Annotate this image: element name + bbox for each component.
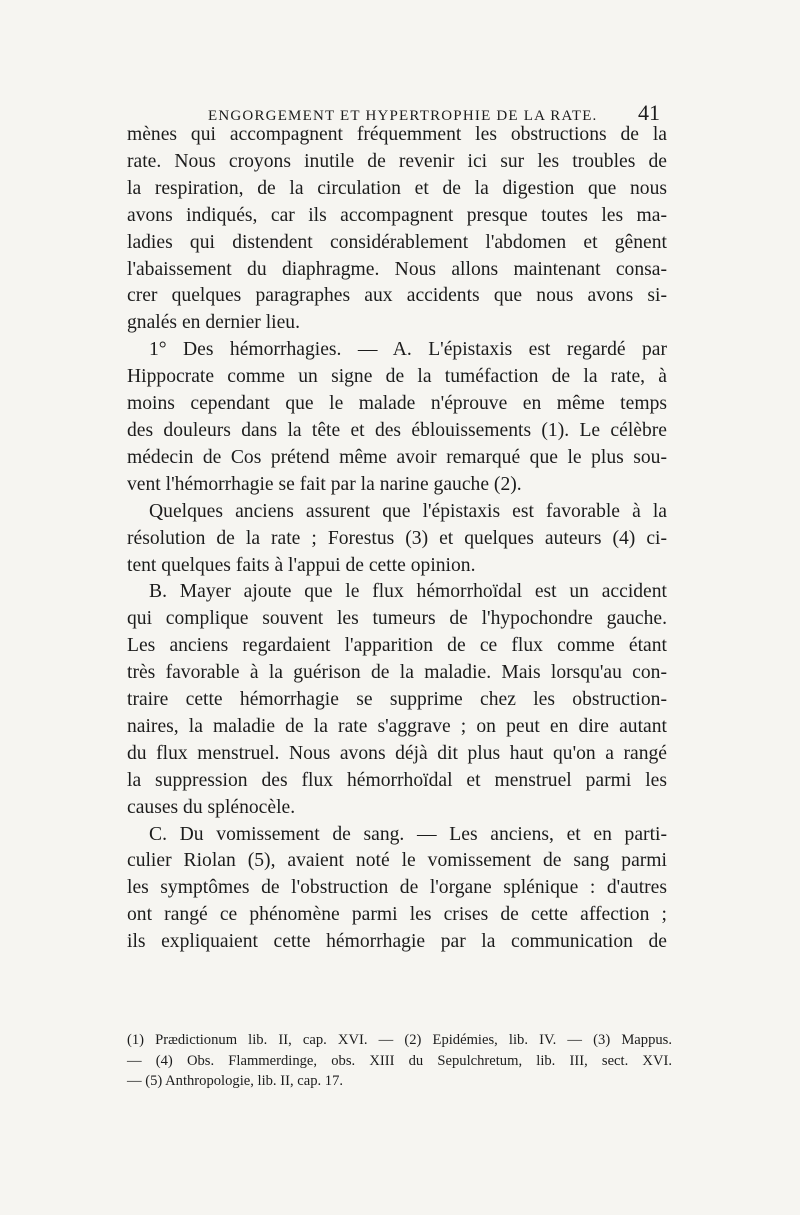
body-line: traire cette hémorrhagie se supprime chez les obstruction-	[127, 689, 667, 711]
body-line: résolution de la rate ; Forestus (3) et quelques auteurs (4) ci-	[127, 527, 667, 549]
body-line: ladies qui distendent considérablement l'abdomen et gênent	[127, 231, 667, 253]
body-line: culier Riolan (5), avaient noté le vomissement de sang parmi	[127, 850, 667, 872]
section-heading-line: C. Du vomissement de sang. — Les anciens, et en parti-	[149, 823, 667, 845]
body-line: moins cependant que le malade n'éprouve en même temps	[127, 393, 667, 415]
section-heading-line: 1° Des hémorrhagies. — A. L'épistaxis est regardé par	[149, 339, 667, 361]
body-line: qui complique souvent les tumeurs de l'hypochondre gauche.	[127, 608, 667, 630]
body-line: rate. Nous croyons inutile de revenir ici sur les troubles de	[127, 150, 667, 172]
footnotes	[127, 1030, 672, 1092]
body-line: causes du splénocèle.	[127, 796, 296, 818]
page-number: 41	[638, 100, 660, 125]
running-head-title: ENGORGEMENT ET HYPERTROPHIE DE LA RATE.	[208, 108, 598, 124]
footnote-line: — (5) Anthropologie, lib. II, cap. 17.	[127, 1073, 344, 1089]
body-line: la suppression des flux hémorrhoïdal et menstruel parmi les	[127, 769, 667, 791]
body-line: avons indiqués, car ils accompagnent presque toutes les ma-	[127, 204, 667, 226]
body-text	[127, 122, 667, 956]
body-line: très favorable à la guérison de la maladie. Mais lorsqu'au con-	[127, 662, 667, 684]
body-line: mènes qui accompagnent fréquemment les obstructions de la	[127, 124, 667, 145]
body-line: Hippocrate comme un signe de la tuméfaction de la rate, à	[127, 366, 667, 388]
body-line: des douleurs dans la tête et des éblouissements (1). Le célèbre	[127, 419, 667, 441]
body-line: Quelques anciens assurent que l'épistaxis est favorable à la	[149, 500, 667, 522]
body-line: naires, la maladie de la rate s'aggrave ; on peut en dire autant	[127, 715, 667, 737]
body-line: ils expliquaient cette hémorrhagie par la communication de	[127, 931, 667, 953]
body-line: les symptômes de l'obstruction de l'organe splénique : d'autres	[127, 877, 667, 899]
body-line: Les anciens regardaient l'apparition de ce flux comme étant	[127, 635, 667, 657]
body-line: vent l'hémorrhagie se fait par la narine gauche (2).	[127, 473, 522, 495]
body-line: B. Mayer ajoute que le flux hémorrhoïdal est un accident	[149, 581, 667, 603]
footnote-line: (1) Prædictionum lib. II, cap. XVI. — (2) Epidémies, lib. IV. — (3) Mappus.	[127, 1032, 672, 1048]
footnote-line: — (4) Obs. Flammerdinge, obs. XIII du Sepulchretum, lib. III, sect. XVI.	[127, 1052, 672, 1069]
body-line: crer quelques paragraphes aux accidents que nous avons si-	[127, 285, 667, 307]
body-line: ont rangé ce phénomène parmi les crises de cette affection ;	[127, 904, 667, 926]
body-line: du flux menstruel. Nous avons déjà dit plus haut qu'on a rangé	[127, 742, 667, 764]
body-line: l'abaissement du diaphragme. Nous allons maintenant consa-	[127, 258, 667, 280]
body-line: la respiration, de la circulation et de la digestion que nous	[127, 177, 667, 199]
body-line: gnalés en dernier lieu.	[127, 312, 301, 334]
body-line: tent quelques faits à l'appui de cette opinion.	[127, 554, 476, 576]
body-line: médecin de Cos prétend même avoir remarqué que le plus sou-	[127, 446, 667, 468]
